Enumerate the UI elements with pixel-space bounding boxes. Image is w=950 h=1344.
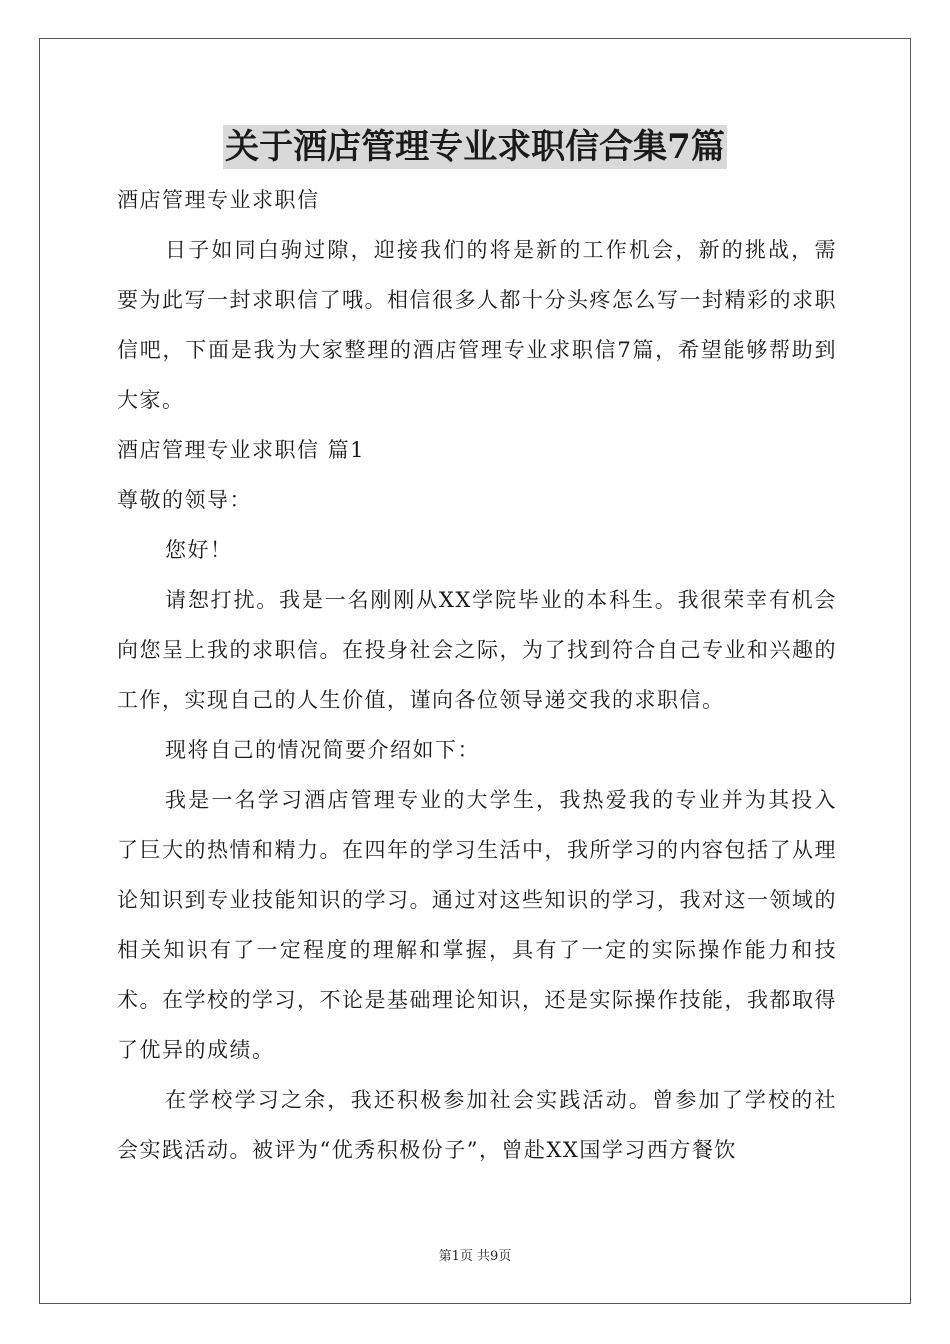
paragraph: 您好！ <box>165 538 233 562</box>
paragraph: 酒店管理专业求职信 <box>117 188 320 212</box>
document-body <box>117 175 837 1175</box>
paragraph: 在学校学习之余，我还积极参加社会实践活动。曾参加了学校的社会实践活动。被评为“优秀积极份子”，曾赴XX国学习西方餐饮 <box>117 1088 837 1162</box>
document-title: 关于酒店管理专业求职信合集7篇 <box>225 127 725 167</box>
paragraph: 尊敬的领导： <box>117 488 252 512</box>
paragraph: 我是一名学习酒店管理专业的大学生，我热爱我的专业并为其投入了巨大的热情和精力。在四年的学习生活中，我所学习的内容包括了从理论知识到专业技能知识的学习。通过对这些知识的学习，我对这一领域的相关知识有了一定程度的理解和掌握，具有了一定的实际操作能力和技术。在学校的学习，不论是基础理论知识，还是实际操作技能，我都取得了优异的成绩。 <box>117 788 837 1062</box>
page-footer: 第1页 共9页 <box>438 1249 512 1264</box>
title-wrap <box>0 125 950 169</box>
paragraph: 现将自己的情况简要介绍如下： <box>165 738 480 762</box>
paragraph: 日子如同白驹过隙，迎接我们的将是新的工作机会，新的挑战，需要为此写一封求职信了哦。相信很多人都十分头疼怎么写一封精彩的求职信吧，下面是我为大家整理的酒店管理专业求职信7篇，希望能够帮助到大家。 <box>117 238 837 412</box>
paragraph: 酒店管理专业求职信 篇1 <box>117 438 366 462</box>
paragraph: 请恕打扰。我是一名刚刚从XX学院毕业的本科生。我很荣幸有机会向您呈上我的求职信。在投身社会之际，为了找到符合自己专业和兴趣的工作，实现自己的人生价值，谨向各位领导递交我的求职信。 <box>117 588 837 712</box>
